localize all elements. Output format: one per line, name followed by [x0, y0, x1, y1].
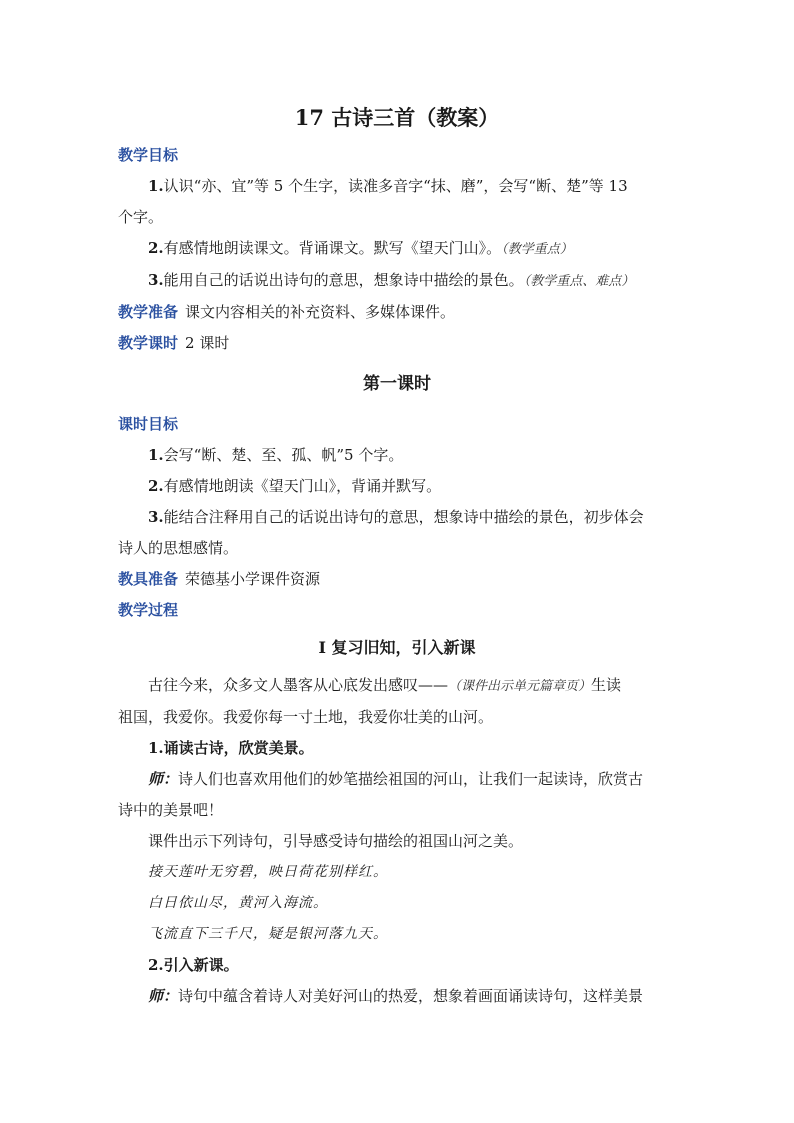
step-1-heading: 1.诵读古诗，欣赏美景。 — [148, 739, 314, 757]
lesson-goals-label: 课时目标 — [118, 415, 179, 433]
lesson-goal-1 — [118, 440, 676, 471]
teacher-line-2 — [118, 981, 676, 1012]
teaching-prep-text: 课文内容相关的补充资料、多媒体课件。 — [185, 303, 456, 321]
teaching-prep-label: 教学准备 — [118, 303, 179, 321]
section-1-heading: Ⅰ 复习旧知，引入新课 — [318, 638, 476, 657]
teacher-label: 师： — [148, 987, 179, 1005]
teaching-hours-label: 教学课时 — [118, 334, 179, 352]
courseware-instruction: 课件出示下列诗句，引导感受诗句描绘的祖国山河之美。 — [148, 832, 524, 850]
goal-3-number: 3. — [148, 271, 164, 289]
document-page — [118, 96, 676, 1012]
intro-text-b: 生读 — [591, 676, 622, 694]
goal-2-note: （教学重点） — [501, 242, 573, 257]
lesson-goal-2-number: 2. — [148, 477, 164, 495]
teacher-line-1-text: 诗人们也喜欢用他们的妙笔描绘祖国的河山，让我们一起读诗，欣赏古 — [178, 770, 644, 788]
goal-1-number: 1. — [148, 177, 164, 195]
lesson-goal-2-text: 有感情地朗读《望天门山》，背诵并默写。 — [163, 477, 442, 495]
tools-prep — [118, 564, 676, 595]
intro-note: （课件出示单元篇章页） — [448, 679, 592, 694]
lesson-goals-heading — [118, 409, 676, 440]
teaching-hours — [118, 328, 676, 359]
tools-prep-text: 荣德基小学课件资源 — [185, 570, 321, 588]
lesson-goal-1-number: 1. — [148, 446, 164, 464]
teaching-hours-text: 2 课时 — [185, 334, 230, 352]
goal-3 — [118, 265, 676, 297]
goal-3-note: （教学重点、难点） — [523, 274, 635, 289]
teacher-line-2-text: 诗句中蕴含着诗人对美好河山的热爱，想象着画面诵读诗句，这样美景 — [178, 987, 644, 1005]
goal-2-text: 有感情地朗读课文。背诵课文。默写《望天门山》。 — [163, 239, 502, 257]
intro-paragraph — [118, 670, 676, 702]
goal-3-text: 能用自己的话说出诗句的意思，想象诗中描绘的景色。 — [163, 271, 524, 289]
teacher-line-1 — [118, 764, 676, 795]
teaching-process-label: 教学过程 — [118, 601, 179, 619]
goal-2-number: 2. — [148, 239, 164, 257]
poem-line: 白日依山尽，黄河入海流。 — [148, 895, 328, 911]
poem-line: 接天莲叶无穷碧，映日荷花别样红。 — [148, 864, 388, 880]
teacher-label: 师： — [148, 770, 179, 788]
document-title: 17 古诗三首（教案） — [294, 105, 500, 130]
intro-text: 古往今来，众多文人墨客从心底发出感叹—— — [148, 676, 449, 694]
tools-prep-label: 教具准备 — [118, 570, 179, 588]
teaching-prep — [118, 297, 676, 328]
lesson-goal-3-continued: 诗人的思想感情。 — [118, 539, 239, 557]
lesson-goal-3 — [118, 502, 676, 533]
goal-1 — [118, 171, 676, 202]
goal-2 — [118, 233, 676, 265]
lesson-goal-1-text: 会写“断、楚、至、孤、帆”5 个字。 — [163, 446, 404, 464]
teacher-line-1-continued: 诗中的美景吧！ — [118, 801, 224, 819]
step-2-heading: 2.引入新课。 — [148, 956, 239, 974]
intro-continued: 祖国，我爱你。我爱你每一寸土地，我爱你壮美的山河。 — [118, 708, 494, 726]
lesson-goal-3-number: 3. — [148, 508, 164, 526]
lesson-goal-3-text: 能结合注释用自己的话说出诗句的意思，想象诗中描绘的景色，初步体会 — [163, 508, 644, 526]
teaching-process-heading — [118, 595, 676, 626]
lesson-goal-2 — [118, 471, 676, 502]
teaching-goals-heading — [118, 140, 676, 171]
teaching-goals-label: 教学目标 — [118, 146, 179, 164]
poem-line: 飞流直下三千尺，疑是银河落九天。 — [148, 926, 388, 942]
lesson-1-heading: 第一课时 — [363, 374, 431, 394]
goal-1-continued: 个字。 — [118, 208, 164, 226]
goal-1-text: 认识“亦、宜”等 5 个生字，读准多音字“抹、磨”，会写“断、楚”等 13 — [163, 177, 628, 195]
